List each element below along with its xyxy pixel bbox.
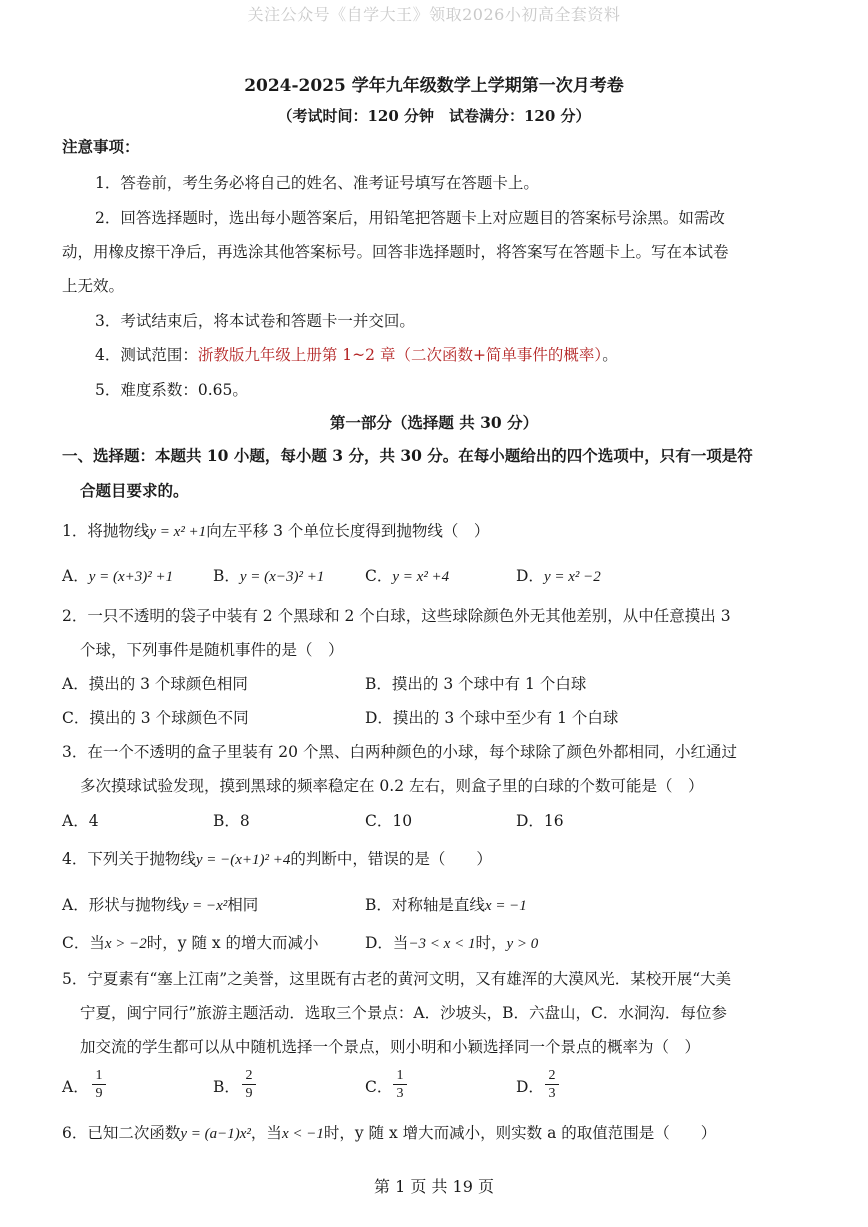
note-4-prefix: 4．测试范围： — [95, 346, 198, 364]
q4-option-b-expr: x = −1 — [484, 898, 527, 914]
q4-option-b[interactable]: B．对称轴是直线x = −1 — [365, 896, 527, 914]
q3-option-d[interactable]: D．16 — [516, 812, 564, 830]
q4-option-d[interactable]: D．当−3 < x < 1时，y > 0 — [365, 934, 539, 952]
question-4 — [62, 849, 492, 870]
q6-expr-2: x < −1 — [281, 1126, 324, 1142]
note-2-line-2: 动，用橡皮擦干净后，再选涂其他答案标号。回答非选择题时，将答案写在答题卡上。写在本试卷 — [62, 243, 729, 261]
note-4-range: 浙教版九年级上册第 1~2 章（二次函数+简单事件的概率） — [197, 346, 603, 364]
q5-option-d[interactable]: D． — [516, 1078, 544, 1096]
question-3-line-1: 3．在一个不透明的盒子里装有 20 个黑、白两种颜色的小球，每个球除了颜色外都相同，小红通过 — [62, 743, 737, 761]
q4-option-a-expr: y = −x² — [181, 898, 228, 914]
note-2-line-1: 2．回答选择题时，选出每小题答案后，用铅笔把答题卡上对应题目的答案标号涂黑。如需改 — [95, 209, 725, 227]
note-2-line-3: 上无效。 — [62, 277, 125, 295]
q5-option-a-fraction: 1 9 — [92, 1068, 106, 1101]
q6-expr: y = (a−1)x² — [180, 1126, 251, 1142]
q5-option-b[interactable]: B． — [213, 1078, 240, 1096]
note-5: 5．难度系数：0.65。 — [95, 381, 248, 399]
question-5-line-1: 5．宁夏素有“塞上江南”之美誉，这里既有古老的黄河文明，又有雄浑的大漠风光．某校开展“大美 — [62, 970, 732, 988]
q4-expr: y = −(x+1)² +4 — [195, 852, 291, 868]
question-5-line-2: 宁夏，闽宁同行”旅游主题活动．选取三个景点：A．沙坡头，B．六盘山，C．水洞沟．每位参 — [80, 1004, 727, 1022]
note-4-suffix: 。 — [602, 346, 618, 364]
q5-option-d-fraction: 2 3 — [545, 1068, 559, 1101]
q3-option-c[interactable]: C．10 — [365, 812, 413, 830]
q2-option-d[interactable]: D．摸出的 3 个球中至少有 1 个白球 — [365, 709, 619, 727]
q6-text-b: ，当 — [250, 1124, 282, 1142]
q4-option-d-expr: −3 < x < 1 — [408, 936, 476, 952]
question-2-line-1: 2．一只不透明的袋子中装有 2 个黑球和 2 个白球，这些球除颜色外无其他差别，从中任意摸出 3 — [62, 607, 731, 625]
q1-expr: y = x² +1 — [149, 524, 207, 540]
note-1: 1．答卷前，考生务必将自己的姓名、准考证号填写在答题卡上。 — [95, 174, 539, 192]
exam-title: 2024-2025 学年九年级数学上学期第一次月考卷 — [244, 76, 624, 96]
q6-text-a: 6．已知二次函数 — [62, 1124, 181, 1142]
q5-option-a[interactable]: A． — [62, 1078, 89, 1096]
q3-option-b[interactable]: B．8 — [213, 812, 250, 830]
section-heading-line-2: 合题目要求的。 — [80, 481, 189, 500]
q1-option-a-expr: y = (x+3)² +1 — [88, 569, 174, 585]
q4-text-a: 4．下列关于抛物线 — [62, 850, 196, 868]
q1-option-a[interactable]: A．y = (x+3)² +1 — [62, 567, 174, 585]
exam-subtitle: （考试时间：120 分钟 试卷满分：120 分） — [277, 107, 591, 125]
q4-option-c-expr: x > −2 — [104, 936, 147, 952]
part-heading: 第一部分（选择题 共 30 分） — [329, 413, 539, 432]
q4-option-a[interactable]: A．形状与抛物线y = −x²相同 — [62, 896, 259, 914]
q6-text-c: 时， — [323, 1124, 355, 1142]
q4-option-c[interactable]: C．当x > −2时，y 随 x 的增大而减小 — [62, 934, 319, 952]
q1-option-d[interactable]: D．y = x² −2 — [516, 567, 601, 585]
watermark: 关注公众号《自学大王》领取2026小初高全套资料 — [247, 5, 621, 24]
q1-option-b-expr: y = (x−3)² +1 — [239, 569, 325, 585]
q1-text-b: 向左平移 3 个单位长度得到抛物线（ ） — [206, 522, 490, 540]
question-3-line-2: 多次摸球试验发现，摸到黑球的频率稳定在 0.2 左右，则盒子里的白球的个数可能是（ ） — [80, 777, 704, 795]
question-1 — [62, 521, 489, 542]
question-2-line-2: 个球，下列事件是随机事件的是（ ） — [80, 641, 344, 659]
q1-text-a: 1．将抛物线 — [62, 522, 150, 540]
q2-option-c[interactable]: C．摸出的 3 个球颜色不同 — [62, 709, 249, 727]
q1-option-d-expr: y = x² −2 — [543, 569, 601, 585]
q3-option-a[interactable]: A．4 — [62, 812, 99, 830]
q2-option-b[interactable]: B．摸出的 3 个球中有 1 个白球 — [365, 675, 587, 693]
q1-option-b[interactable]: B．y = (x−3)² +1 — [213, 567, 325, 585]
q5-option-c[interactable]: C． — [365, 1078, 393, 1096]
q1-option-c[interactable]: C．y = x² +4 — [365, 567, 450, 585]
q1-option-c-expr: y = x² +4 — [392, 569, 450, 585]
note-4 — [95, 345, 618, 365]
q5-option-c-fraction: 1 3 — [393, 1068, 407, 1101]
note-3: 3．考试结束后，将本试卷和答题卡一并交回。 — [95, 312, 415, 330]
question-5-line-3: 加交流的学生都可以从中随机选择一个景点，则小明和小颖选择同一个景点的概率为（ ） — [80, 1038, 701, 1056]
page-footer: 第 1 页 共 19 页 — [374, 1177, 494, 1196]
q4-text-b: 的判断中，错误的是（ ） — [290, 850, 492, 868]
q6-text-d: y 随 x 增大而减小，则实数 a 的取值范围是（ ） — [354, 1124, 717, 1142]
q4-option-d-expr-2: y > 0 — [506, 936, 539, 952]
q5-option-b-fraction: 2 9 — [242, 1068, 256, 1101]
notes-heading: 注意事项： — [62, 137, 140, 156]
section-heading-line-1: 一、选择题：本题共 10 小题，每小题 3 分，共 30 分。在每小题给出的四个选项中，只有一项是符 — [62, 446, 753, 465]
q2-option-a[interactable]: A．摸出的 3 个球颜色相同 — [62, 675, 248, 693]
question-6 — [62, 1123, 716, 1144]
